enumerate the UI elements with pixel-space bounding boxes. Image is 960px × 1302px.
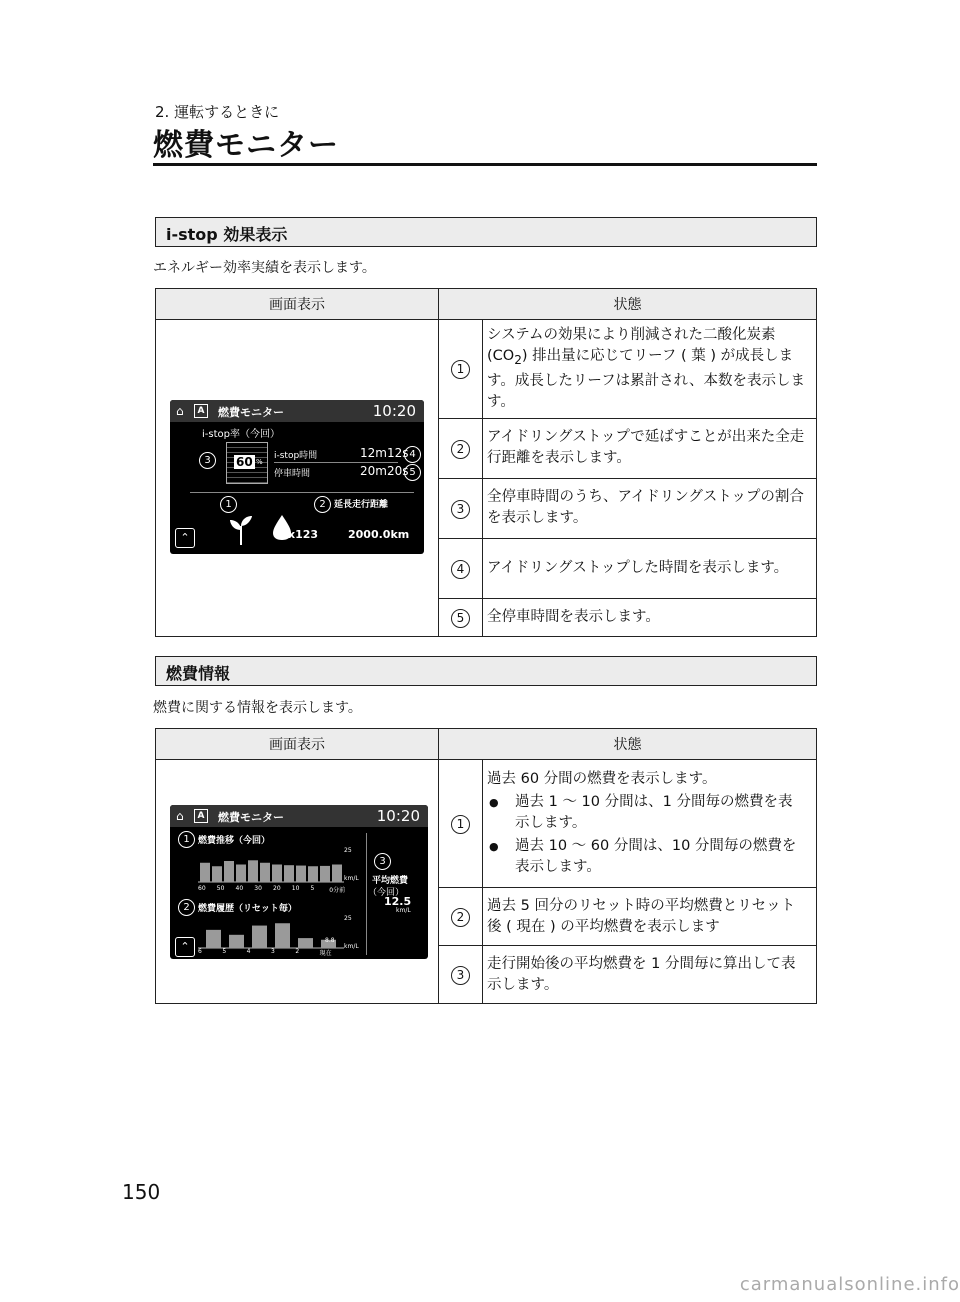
auto-icon: A — [194, 404, 208, 418]
bar — [260, 863, 270, 882]
rate-unit: % — [256, 458, 263, 466]
row-description: アイドリングストップで延ばすことが出来た全走行距離を表示します。 — [483, 418, 817, 478]
callout-2: 2 — [314, 496, 331, 513]
bar — [332, 865, 342, 883]
section-heading-text: 燃費情報 — [166, 664, 231, 683]
avg-unit: km/L — [396, 907, 411, 914]
bar — [320, 866, 330, 882]
row-text: 過去 60 分間の燃費を表示します。 — [487, 771, 717, 787]
row-description: 過去 5 回分のリセット時の平均燃費とリセット後 ( 現在 ) の平均燃費を表示します — [483, 888, 817, 946]
row-description: 全停車時間のうち、アイドリングストップの割合を表示します。 — [483, 478, 817, 538]
leaf-count: x123 — [288, 528, 319, 541]
tick-label: 0分前 — [329, 887, 346, 894]
bullet-item: ● 過去 1 ～ 10 分間は、1 分間毎の燃費を表示します。 — [487, 792, 806, 834]
history-chart — [198, 915, 344, 949]
col-header-state: 状態 — [439, 729, 817, 760]
tick-label: 3 — [271, 948, 275, 955]
divider — [366, 833, 367, 955]
home-icon: ⌂ — [176, 809, 184, 823]
tick-label: 5 — [310, 885, 315, 892]
callout-5: 5 — [404, 464, 421, 481]
section-intro: エネルギー効率実績を表示します。 — [153, 260, 376, 276]
bar — [275, 923, 290, 948]
row-number — [439, 538, 483, 598]
istop-time-label: i-stop時間 — [274, 451, 318, 461]
screen-title: 燃費モニター — [218, 406, 284, 419]
screen-header — [170, 400, 424, 422]
istop-table — [155, 288, 817, 637]
bar — [272, 865, 282, 883]
home-icon: ⌂ — [176, 404, 184, 418]
tick-label: 50 — [216, 885, 225, 892]
section-heading-fuel — [155, 656, 817, 686]
rate-value: 60 — [236, 455, 253, 469]
number-circle: 2 — [451, 440, 470, 459]
tick-label: 2 — [295, 948, 300, 955]
bullet-list — [487, 792, 806, 878]
rate-label: i-stop率（今回） — [202, 429, 280, 440]
callout-1: 1 — [178, 831, 195, 848]
distance-label: 延長走行距離 — [334, 500, 389, 510]
callout-3: 3 — [374, 853, 391, 870]
stop-time-value: 20m20s — [360, 464, 409, 478]
fuel-table — [155, 728, 817, 1004]
bar — [308, 866, 318, 882]
row-description: システムの効果により削減された二酸化炭素 $(CO_2)$ 排出量に応じてリーフ ( 葉 ) が成長します。成長したリーフは累計され、本数を表示します。 — [483, 320, 817, 419]
bar — [200, 863, 210, 882]
row-number — [439, 320, 483, 419]
stop-time-label: 停車時間 — [274, 469, 311, 479]
row-number — [439, 598, 483, 636]
screen-cell — [156, 320, 439, 637]
axis-unit: km/L — [344, 943, 359, 950]
callout-1: 1 — [220, 496, 237, 513]
number-circle: 1 — [451, 815, 470, 834]
row-number — [439, 946, 483, 1004]
axis-unit: km/L — [344, 875, 359, 882]
divider — [190, 492, 414, 493]
chapter-label: 2. 運転するときに — [155, 103, 280, 121]
page-number: 150 — [122, 1180, 161, 1204]
section-heading-text: i-stop 効果表示 — [166, 225, 288, 244]
bar — [298, 938, 313, 948]
screen-time: 10:20 — [372, 402, 416, 420]
page-title: 燃費モニター — [153, 128, 339, 163]
auto-icon: A — [194, 809, 208, 823]
avg-value: 12.5 — [384, 895, 412, 908]
row-description: アイドリングストップした時間を表示します。 — [483, 538, 817, 598]
istop-screen — [170, 400, 424, 554]
row-description: 走行開始後の平均燃費を 1 分間毎に算出して表示します。 — [483, 946, 817, 1004]
tick-label: 5 — [222, 948, 227, 955]
bar — [284, 865, 294, 882]
bar — [229, 935, 244, 948]
tick-label: 60 — [198, 885, 206, 892]
fuel-screen — [170, 805, 428, 959]
bar — [206, 930, 221, 948]
divider — [274, 462, 398, 463]
callout-4: 4 — [404, 446, 421, 463]
number-circle: 5 — [451, 609, 470, 628]
tick-label: 10 — [291, 885, 300, 892]
callout-3: 3 — [199, 452, 216, 469]
trend-ticks — [198, 885, 358, 895]
number-circle: 2 — [451, 908, 470, 927]
bar — [224, 861, 234, 882]
title-divider — [153, 163, 817, 166]
trend-label: 燃費推移（今回） — [198, 836, 271, 846]
col-header-screen: 画面表示 — [156, 729, 439, 760]
number-circle: 3 — [451, 500, 470, 519]
avg-label: 平均燃費 — [372, 876, 409, 886]
tick-label: 20 — [273, 885, 281, 892]
number-circle: 1 — [451, 360, 470, 379]
row-description — [483, 760, 817, 888]
screen-time: 10:20 — [376, 807, 420, 825]
number-circle: 4 — [451, 560, 470, 579]
screen-cell — [156, 760, 439, 1004]
row-number — [439, 888, 483, 946]
bar — [212, 866, 222, 882]
trend-chart — [198, 847, 344, 883]
callout-2: 2 — [178, 899, 195, 916]
bar — [296, 866, 306, 882]
screen-header — [170, 805, 428, 827]
axis-max: 25 — [344, 915, 352, 922]
sprout-icon — [228, 512, 254, 546]
axis-max: 25 — [344, 847, 352, 854]
history-label: 燃費履歴（リセット毎） — [198, 904, 297, 914]
history-ticks — [198, 948, 344, 958]
section-heading-istop — [155, 217, 817, 247]
col-header-screen: 画面表示 — [156, 289, 439, 320]
avg-label-period: （今回） — [368, 888, 405, 898]
istop-time-value: 12m12s — [360, 446, 409, 460]
tick-label: 現在 — [319, 950, 332, 957]
distance-value: 2000.0km — [348, 528, 410, 541]
number-circle: 3 — [451, 966, 470, 985]
bar — [236, 865, 246, 883]
chevron-up-icon[interactable]: ⌃ — [175, 528, 195, 548]
tick-label: 6 — [198, 948, 202, 955]
watermark: carmanualsonline.info — [739, 1274, 960, 1295]
tick-label: 40 — [235, 885, 244, 892]
row-description: 全停車時間を表示します。 — [483, 598, 817, 636]
tick-label: 30 — [254, 885, 262, 892]
row-number — [439, 418, 483, 478]
current-value: 8.8 — [325, 937, 335, 944]
tick-label: 4 — [246, 948, 251, 955]
bullet-item: ● 過去 10 ～ 60 分間は、10 分間毎の燃費を表示します。 — [487, 836, 806, 878]
row-number — [439, 478, 483, 538]
screen-title: 燃費モニター — [218, 811, 284, 824]
section-intro: 燃費に関する情報を表示します。 — [153, 700, 362, 716]
col-header-state: 状態 — [439, 289, 817, 320]
row-number — [439, 760, 483, 888]
bar — [252, 926, 267, 948]
chevron-up-icon[interactable]: ⌃ — [175, 937, 195, 957]
bar — [248, 860, 258, 882]
